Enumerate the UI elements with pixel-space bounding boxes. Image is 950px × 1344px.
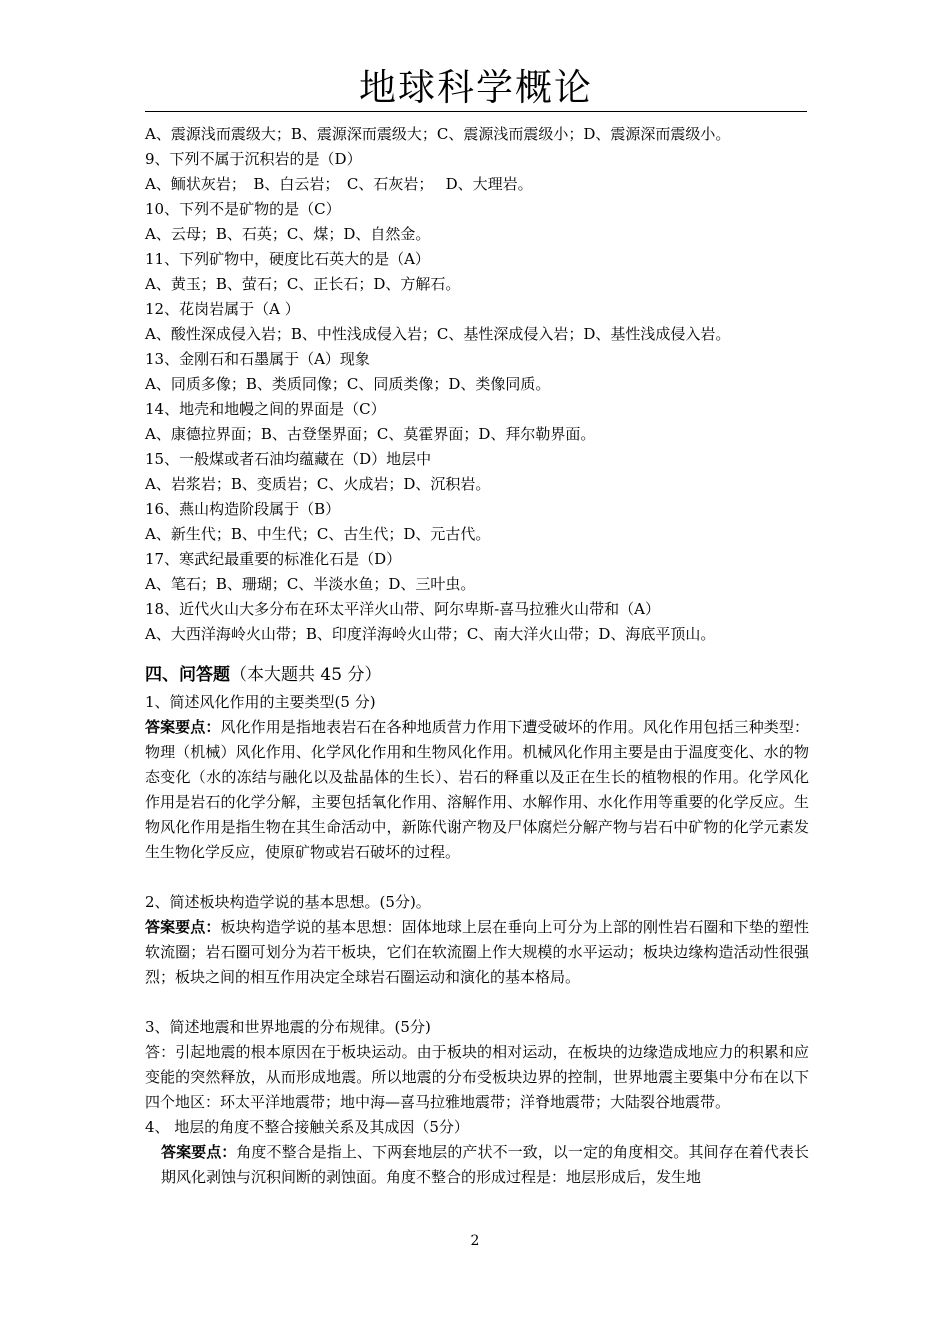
mc-line: 10、下列不是矿物的是（C） — [145, 200, 341, 218]
question-2 — [145, 890, 809, 990]
mc-line: 17、寒武纪最重要的标准化石是（D） — [145, 550, 402, 568]
mc-line: 11、下列矿物中，硬度比石英大的是（A） — [145, 250, 430, 268]
question-1 — [145, 690, 809, 865]
page-title: 地球科学概论 — [359, 66, 593, 109]
mc-line: A、震源浅而震级大；B、震源深而震级大；C、震源浅而震级小；D、震源深而震级小。 — [145, 125, 731, 143]
answer-text — [145, 715, 809, 865]
mc-line: A、笔石；B、珊瑚；C、半淡水鱼；D、三叶虫。 — [145, 575, 476, 593]
multiple-choice-list — [145, 122, 809, 647]
section-title: 四、问答题 — [145, 665, 230, 685]
answer-text — [145, 915, 809, 990]
mc-line: 18、近代火山大多分布在环太平洋火山带、阿尔卑斯-喜马拉雅火山带和（A） — [145, 600, 660, 618]
answer-text — [145, 1040, 809, 1115]
mc-line: 16、燕山构造阶段属于（B） — [145, 500, 341, 518]
question-3 — [145, 1015, 809, 1115]
question-text: 1、简述风化作用的主要类型(5 分) — [145, 693, 376, 711]
section-heading — [145, 662, 809, 688]
mc-line: A、鲕状灰岩； B、白云岩； C、石灰岩； D、大理岩。 — [145, 175, 533, 193]
answer-label: 答案要点： — [161, 1143, 237, 1161]
mc-line: 13、金刚石和石墨属于（A）现象 — [145, 350, 370, 368]
mc-line: 15、一般煤或者石油均蕴藏在（D）地层中 — [145, 450, 432, 468]
mc-line: A、岩浆岩；B、变质岩；C、火成岩；D、沉积岩。 — [145, 475, 491, 493]
answer-body: 引起地震的根本原因在于板块运动。由于板块的相对运动，在板块的边缘造成地应力的积累和应变能的突然释放，从而形成地震。所以地震的分布受板块边界的控制，世界地震主要集中分布在以下四个地区：环太平洋地震带；地中海—喜马拉雅地震带；洋脊地震带；大陆裂谷地震带。 — [145, 1043, 809, 1111]
mc-line: 9、下列不属于沉积岩的是（D） — [145, 150, 362, 168]
answer-text — [145, 1140, 809, 1190]
answer-body: 板块构造学说的基本思想：固体地球上层在垂向上可分为上部的刚性岩石圈和下垫的塑性软流圈；岩石圈可划分为若干板块，它们在软流圈上作大规模的水平运动；板块边缘构造活动性很强烈；板块之间的相互作用决定全球岩石圈运动和演化的基本格局。 — [145, 918, 809, 986]
mc-line: A、黄玉；B、萤石；C、正长石；D、方解石。 — [145, 275, 461, 293]
mc-line: A、同质多像；B、类质同像；C、同质类像；D、类像同质。 — [145, 375, 551, 393]
spacer — [145, 865, 809, 890]
page-header — [145, 62, 807, 114]
answer-body: 角度不整合是指上、下两套地层的产状不一致，以一定的角度相交。其间存在着代表长期风化剥蚀与沉积间断的剥蚀面。角度不整合的形成过程是：地层形成后，发生地 — [161, 1143, 809, 1186]
answer-label: 答案要点： — [145, 718, 221, 736]
mc-line: A、云母；B、石英；C、煤；D、自然金。 — [145, 225, 431, 243]
mc-line: A、酸性深成侵入岩；B、中性浅成侵入岩；C、基性深成侵入岩；D、基性浅成侵入岩。 — [145, 325, 731, 343]
section-note: （本大题共 45 分） — [230, 665, 382, 685]
header-rule — [145, 111, 807, 112]
mc-line: A、康德拉界面；B、古登堡界面；C、莫霍界面；D、拜尔勒界面。 — [145, 425, 596, 443]
page-content — [145, 122, 809, 1190]
question-text: 4、 地层的角度不整合接触关系及其成因（5分） — [145, 1118, 469, 1136]
mc-line: 12、花岗岩属于（A ） — [145, 300, 300, 318]
question-4 — [145, 1115, 809, 1190]
answer-body: 风化作用是指地表岩石在各种地质营力作用下遭受破坏的作用。风化作用包括三种类型：物理（机械）风化作用、化学风化作用和生物风化作用。机械风化作用主要是由于温度变化、水的物态变化（水的冻结与融化以及盐晶体的生长）、岩石的释重以及正在生长的植物根的作用。化学风化作用是岩石的化学分解，主要包括氧化作用、溶解作用、水解作用、水化作用等重要的化学反应。生物风化作用是指生物在其生命活动中，新陈代谢产物及尸体腐烂分解产物与岩石中矿物的化学元素发生生物化学反应，使原矿物或岩石破坏的过程。 — [145, 718, 809, 861]
mc-line: A、大西洋海岭火山带；B、印度洋海岭火山带；C、南大洋火山带；D、海底平顶山。 — [145, 625, 716, 643]
answer-label: 答： — [145, 1043, 176, 1061]
question-text: 2、简述板块构造学说的基本思想。(5分)。 — [145, 893, 431, 911]
mc-line: A、新生代；B、中生代；C、古生代；D、元古代。 — [145, 525, 491, 543]
spacer — [145, 990, 809, 1015]
question-text: 3、简述地震和世界地震的分布规律。(5分) — [145, 1018, 431, 1036]
answer-label: 答案要点： — [145, 918, 221, 936]
mc-line: 14、地壳和地幔之间的界面是（C） — [145, 400, 386, 418]
page-number: 2 — [470, 1233, 480, 1249]
